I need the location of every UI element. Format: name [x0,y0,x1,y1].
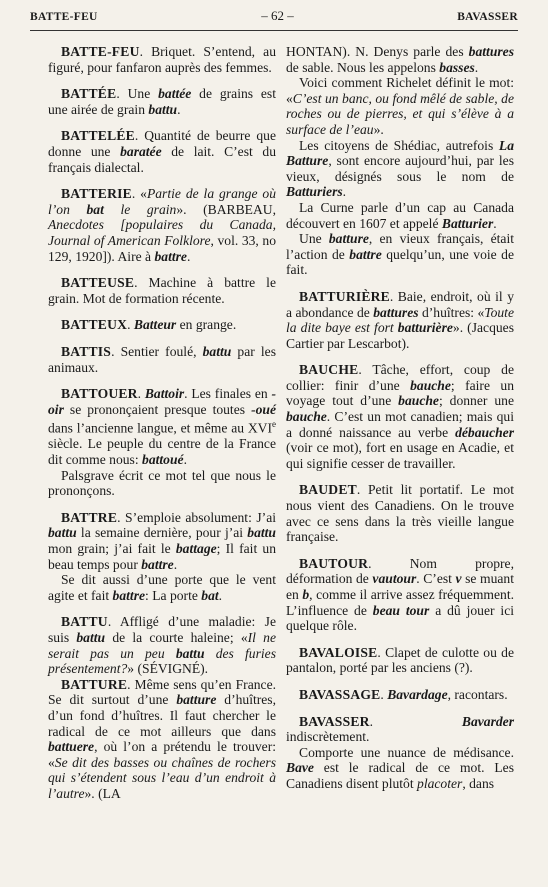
emphasized-word: Batturier [441,215,494,231]
headword: BAUCHE [299,362,359,378]
headword: BAVASSER [299,713,370,729]
entry-text: . [493,215,497,231]
entry-text: ; donner une [438,393,514,409]
dictionary-entry [48,186,276,264]
headword: BAVALOISE [299,644,378,660]
emphasized-word: battre [141,556,174,572]
entry-text: la semaine dernière, pour j’ai [76,525,248,541]
italic-text: Il ne serait pas un peu [48,629,276,661]
entry-text: Les citoyens de Shédiac, autrefois [299,137,499,153]
entry-text: . Quantité de beurre que donne une [48,128,276,159]
emphasized-word: batture [176,692,217,708]
emphasized-word: basses [439,59,475,75]
entry-text: La Curne parle d’un cap au Canada découvert en 1607 et appelé [286,199,514,231]
entry-text: par les animaux. [48,343,276,375]
italic-text: Toute la dite baye est fort [286,304,514,336]
entry-text: . [173,556,178,572]
headword: BATTEUX [61,317,128,333]
headword: BAUDET [299,482,357,498]
headword: BATTURIÈRE [299,288,390,304]
italic-text: C’est un banc, ou fond mêlé de sable, de roches ou de pierres, et qui s’élève à a surface de l’eau [286,90,514,137]
entry-text: . [137,386,145,402]
entry-text: . Une [116,86,159,102]
emphasized-word: bat [86,201,104,217]
entry-text: quelqu’un, une voie de fait. [286,246,514,278]
entry-text: . [183,452,187,467]
entry-text: , dans [462,775,495,791]
headword: BATTERIE [61,186,132,202]
emphasized-word: battu [76,629,106,645]
italic-text: Se dit des basses ou chaînes de rochers qui s’étendent sous l’eau d’un endroit à l’autre [48,754,276,801]
emphasized-word: beau tour [372,602,430,618]
emphasized-word: battre [112,587,146,603]
entry-text: de grains est une airée de grain [48,86,277,117]
entry-text: » (SÉVIGNÉ). [127,661,209,677]
header-right-guide-word: BAVASSER [457,11,518,23]
entry-text: de lait. C’est du français dialectal. [48,143,276,175]
dictionary-entry [48,317,276,333]
emphasized-word: battu [48,525,77,541]
dictionary-entry [286,362,514,471]
emphasized-word: Batturiers [286,184,343,200]
entry-text: . Machine à battre le grain. Mot de formation récente. [48,275,276,306]
entry-text: . [218,587,223,603]
emphasized-word: battures [468,44,514,59]
emphasized-word: battoué [142,452,184,467]
entry-text: Comporte une nuance de médisance. [299,744,514,760]
entry-paragraph [286,75,514,137]
emphasized-word: -oué [251,401,276,417]
headword: BAVASSAGE [299,686,381,702]
entry-text: . Briquet. S’entend, au figuré, pour fanfaron auprès des femmes. [48,44,276,75]
entry-text: Voici comment Richelet définit le mot: « [286,75,514,106]
headword: BATTU [61,614,108,630]
entry-text: mon grain; j’ai fait le [48,540,176,556]
emphasized-word: battu [247,525,276,541]
dictionary-entry [48,510,276,572]
entry-text: ; Il fait un beau temps pour [48,540,277,572]
entry-text: . [127,317,134,333]
entry-text: . [369,713,462,729]
emphasized-word: battures [373,304,419,320]
emphasized-word: Batteur [133,317,177,333]
entry-text: de sable. Nous les appelons [286,59,440,75]
entry-text: . [342,184,347,200]
running-header [30,8,518,31]
entry-text: . [474,59,479,75]
entry-text: en grange. [176,317,237,333]
emphasized-word: battre [349,246,382,262]
dictionary-entry [286,289,514,351]
dictionary-entry [48,614,276,676]
entry-text: indiscrètement. [286,729,370,745]
entry-paragraph [48,572,276,603]
entry-text: . Nom propre, déformation de [286,555,514,587]
dictionary-entry [286,714,514,745]
entry-text: . [186,248,191,264]
entry-text: . Les finales en [184,386,272,402]
entry-text: . Affligé d’une maladie: Je suis [48,614,276,645]
emphasized-word: battage [175,540,217,556]
entry-text: (voir ce mot), fort en usage en Acadie, et qui signifie cesser de travailler. [286,440,514,471]
emphasized-word: b [302,587,310,602]
entry-text: a dû jouer ici quelque rôle. [286,602,515,634]
emphasized-word: battu [148,101,178,117]
emphasized-word: battre [154,248,187,264]
italic-text: placoter [417,775,463,791]
entry-paragraph [286,745,514,792]
dictionary-entry [48,128,276,175]
entry-text: est le radical de ce mot. Les Canadiens disent plutôt [286,760,514,791]
entry-text: , vol. 33, no 129, 1920]). Aire à [48,232,277,264]
right-column [286,44,514,792]
entry-text: . C’est [416,571,456,587]
italic-text: Partie de la grange où l’on [48,186,276,217]
headword: BATTELÉE [61,128,135,144]
entry-paragraph [286,138,514,200]
entry-paragraph [286,231,514,278]
emphasized-word: battuere [48,739,95,755]
dictionary-entry [286,687,514,703]
emphasized-word: bauche [286,409,327,425]
emphasized-word: batture [328,231,369,247]
entry-text: d’huîtres: « [418,304,485,320]
entry-text: se prononçaient presque toutes [63,401,252,417]
entry-text: dans l’ancienne langue, et même au XVI [48,420,272,436]
emphasized-word: battée [158,86,192,102]
entry-text: Se dit aussi d’une porte que le vent agite et fait [48,572,276,603]
dictionary-entry [286,556,514,634]
entry-text: . Clapet de culotte ou de pantalon, porté par les anciens (?). [286,644,514,676]
dictionary-entry [48,386,276,468]
entry-text: . « [131,186,147,202]
superscript: e [272,419,276,430]
entry-text: , sont encore aujourd’hui, par les vieux, désignés sous le nom de [286,153,514,184]
entry-paragraph [286,200,514,231]
dictionary-entry [48,44,276,75]
entry-text: . [380,686,388,702]
entry-text: . S’emploie absolument: J’ai [117,509,276,525]
entry-text: . Tâche, effort, coup de collier: finir d’une [286,362,514,393]
emphasized-word: battu [175,645,205,661]
entry-text: . C’est un mot canadien; mais qui a donné naissance au verbe [286,409,514,440]
dictionary-entry [48,677,276,802]
entry-text: siècle. Le peuple du centre de la France dit comme nous: [48,436,276,467]
emphasized-word: bauche [398,393,439,409]
dictionary-entry [286,645,514,676]
headword: BATTEUSE [61,275,135,291]
dictionary-entry [48,275,276,306]
italic-text: Anecdotes [populaires du Canada, Journal of American Folklore [48,217,276,248]
entry-text: Une [299,231,329,247]
entry-text: Palsgrave écrit ce mot tel que nous le prononçons. [48,467,276,499]
headword: BATTOUER [61,386,138,402]
emphasized-word: débaucher [455,424,514,440]
entry-text: , en vieux français, était l’action de [286,231,515,262]
headword: BAUTOUR [299,555,369,571]
entry-text: . [177,101,181,117]
entry-text: ». [373,121,384,137]
entry-text: HONTAN). N. Denys parle des [286,44,469,59]
italic-text: le grain [103,201,177,217]
headword: BATTURE [61,676,128,692]
entry-text: ». (BARBEAU, [176,201,276,217]
emphasized-word: v [455,571,462,587]
emphasized-word: bat [201,587,219,603]
emphasized-word: batturière [397,320,453,336]
emphasized-word: Bavarder [461,713,514,729]
header-left-guide-word: BATTE-FEU [30,11,98,23]
entry-text: . Sentier foulé, [111,343,203,359]
headword: BATTE-FEU [61,44,140,59]
dictionary-entry [48,86,276,117]
entry-text: se muant en [286,571,514,602]
emphasized-word: bauche [410,377,451,393]
emphasized-word: Bave [286,760,314,776]
emphasized-word: baratée [120,143,162,159]
entry-text: . Même sens qu’en France. Se dit surtout d’une [48,676,276,708]
entry-text: . Petit lit portatif. Le mot nous vient des Canadiens. On le trouve avec ce sens dans la très vieille langue française. [286,482,514,545]
emphasized-word: La Batture [286,137,514,169]
entry-text: , comme il arrive assez fréquemment. L’influence de [286,587,514,618]
headword: BATTIS [61,343,112,359]
emphasized-word: Bavardage [387,686,448,702]
emphasized-word: battu [202,343,232,359]
page-number: – 62 – [261,8,294,23]
headword: BATTÉE [61,86,117,102]
dictionary-entry [48,344,276,375]
entry-text: ». (LA [84,785,121,801]
left-column [48,44,276,801]
entry-text: . Baie, endroit, où il y a abondance de [286,288,514,320]
entry-text: , où l’on a prétendu le trouver: « [48,739,276,770]
dictionary-entry [286,482,514,544]
entry-text: de la courte haleine; « [105,629,248,645]
entry-continuation [286,44,514,75]
entry-text: , racontars. [447,686,508,702]
emphasized-word: -oir [48,386,277,417]
entry-text: : La porte [145,587,202,603]
entry-paragraph [48,468,276,499]
entry-text: ». (Jacques Cartier par Lescarbot). [286,320,514,351]
entry-text: ; faire un voyage tout d’une [286,377,514,409]
headword: BATTRE [61,509,118,525]
emphasized-word: vautour [372,571,417,587]
italic-text: des furies présentement? [48,645,276,677]
entry-text: d’huîtres, d’un fond d’huîtres. Il faut chercher le radical de ce mot ailleurs que dans [48,692,276,739]
emphasized-word: Battoir [144,386,185,402]
